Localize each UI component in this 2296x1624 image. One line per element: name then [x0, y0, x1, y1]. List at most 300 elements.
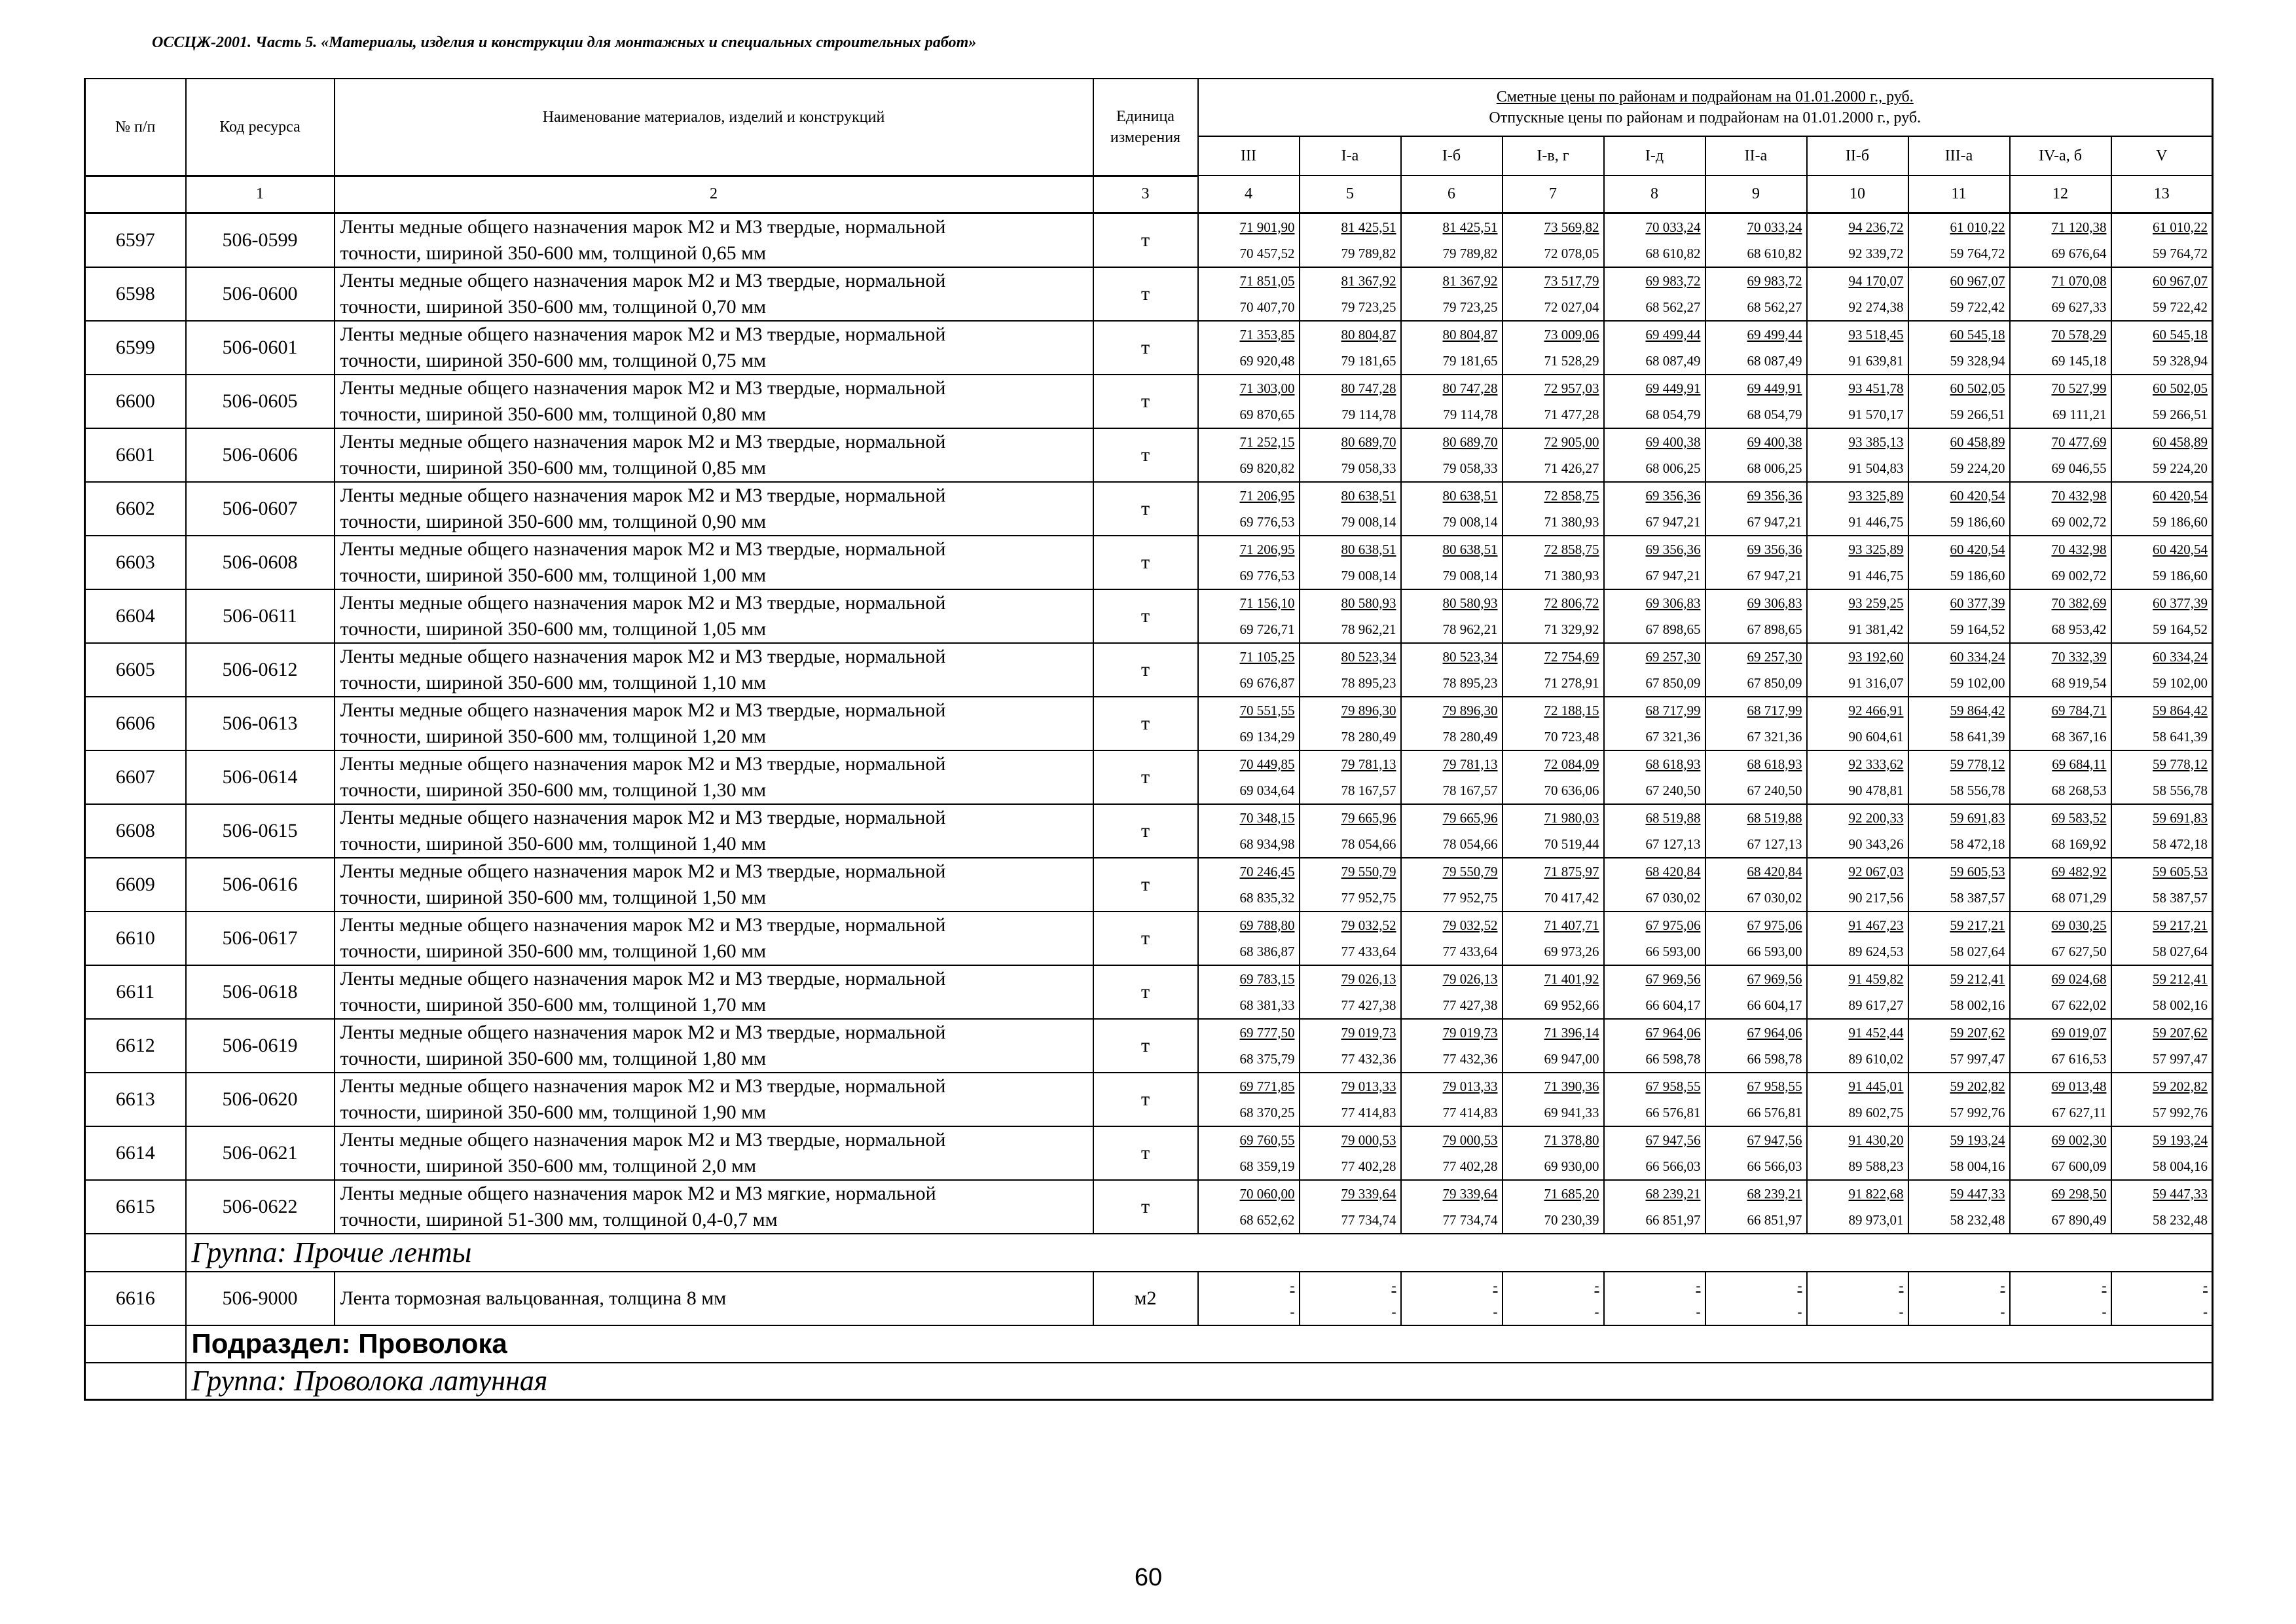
release-price: 69 134,29 [1239, 728, 1295, 745]
release-price: 58 556,78 [2153, 782, 2208, 798]
price-cell [1908, 321, 2010, 375]
release-price: 70 519,44 [1544, 836, 1599, 852]
table-row [85, 912, 2213, 965]
estimate-price: 92 067,03 [1848, 863, 1904, 879]
price-cell [1604, 536, 1705, 589]
release-price: 59 186,60 [1950, 567, 2005, 583]
price-cell [1705, 643, 1807, 697]
estimate-price: 59 202,82 [1950, 1078, 2005, 1094]
estimate-price: 71 206,95 [1239, 541, 1295, 557]
estimate-price: 72 754,69 [1544, 648, 1599, 665]
estimate-price: 69 583,52 [2051, 809, 2107, 826]
estimate-price: 69 298,50 [2051, 1185, 2107, 1202]
price-cell [1300, 267, 1401, 321]
estimate-price: 80 523,34 [1442, 648, 1498, 665]
release-price: 90 478,81 [1848, 782, 1904, 798]
estimate-price: 72 858,75 [1544, 541, 1599, 557]
price-cell [2111, 643, 2213, 697]
release-price: 68 381,33 [1239, 997, 1295, 1013]
estimate-price: 59 605,53 [1950, 863, 2005, 879]
header-region: III-а [1908, 136, 2010, 175]
material-name [335, 1180, 1093, 1234]
release-price: 59 224,20 [1950, 460, 2005, 476]
release-price: 68 006,25 [1645, 460, 1701, 476]
release-price: 58 641,39 [1950, 728, 2005, 745]
estimate-price: 60 334,24 [2153, 648, 2208, 665]
release-price: 71 380,93 [1544, 513, 1599, 530]
release-price: 68 054,79 [1747, 406, 1802, 422]
price-cell [1503, 965, 1604, 1019]
price-cell [2010, 965, 2111, 1019]
release-price: 58 232,48 [1950, 1211, 2005, 1228]
estimate-price: 60 334,24 [1950, 648, 2005, 665]
price-cell [1705, 858, 1807, 912]
estimate-price: 93 518,45 [1848, 326, 1904, 342]
material-name-line1: Ленты медные общего назначения марок М2 и М3 твердые, нормальной [340, 538, 946, 560]
row-id: 6615 [85, 1180, 186, 1234]
header-region: V [2111, 136, 2213, 175]
release-price: 66 851,97 [1747, 1211, 1802, 1228]
price-cell [1807, 1180, 1908, 1234]
table-row [85, 1126, 2213, 1180]
estimate-price: 91 467,23 [1848, 917, 1904, 933]
resource-code: 506-0612 [186, 643, 335, 697]
estimate-price: 91 459,82 [1848, 970, 1904, 987]
header-region: II-б [1807, 136, 1908, 175]
price-cell [1705, 804, 1807, 858]
unit-of-measure: т [1093, 804, 1198, 858]
price-cell [1401, 750, 1503, 804]
estimate-price: 59 193,24 [1950, 1132, 2005, 1148]
price-cell [1198, 804, 1300, 858]
estimate-price: 67 975,06 [1747, 917, 1802, 933]
estimate-price: 70 477,69 [2051, 434, 2107, 450]
price-cell [1908, 589, 2010, 643]
material-name [335, 858, 1093, 912]
price-cell [1401, 804, 1503, 858]
material-name-line1: Ленты медные общего назначения марок М2 и М3 твердые, нормальной [340, 591, 946, 614]
price-cell [2111, 750, 2213, 804]
release-price: 59 266,51 [1950, 406, 2005, 422]
price-cell [1198, 428, 1300, 482]
price-cell [1300, 482, 1401, 536]
release-price: 78 895,23 [1341, 674, 1396, 691]
price-cell [1503, 213, 1604, 267]
resource-code: 506-0615 [186, 804, 335, 858]
release-price: 68 006,25 [1747, 460, 1802, 476]
price-cell [1908, 1019, 2010, 1073]
material-name-line1: Ленты медные общего назначения марок М2 и М3 твердые, нормальной [340, 215, 946, 238]
release-price: 71 426,27 [1544, 460, 1599, 476]
price-cell [2111, 804, 2213, 858]
table-row [85, 697, 2213, 750]
estimate-price: 72 084,09 [1544, 756, 1599, 772]
estimate-price: 68 717,99 [1645, 702, 1701, 718]
release-price: 72 027,04 [1544, 299, 1599, 315]
material-name [335, 536, 1093, 589]
release-price: 67 947,21 [1747, 513, 1802, 530]
release-price: 69 676,64 [2051, 245, 2107, 261]
price-cell [1401, 1180, 1503, 1234]
price-cell [1503, 750, 1604, 804]
release-price: 79 181,65 [1341, 352, 1396, 369]
estimate-price: 60 967,07 [2153, 272, 2208, 289]
estimate-price: 59 193,24 [2153, 1132, 2208, 1148]
price-cell [1705, 1019, 1807, 1073]
material-name-line2: точности, шириной 350-600 мм, толщиной 0,85 мм [340, 456, 767, 479]
estimate-price: 80 747,28 [1442, 380, 1498, 396]
estimate-price: 79 000,53 [1442, 1132, 1498, 1148]
price-cell [1503, 1180, 1604, 1234]
colnum-empty [85, 175, 186, 213]
column-number: 5 [1300, 175, 1401, 213]
estimate-price: 71 105,25 [1239, 648, 1295, 665]
release-price: 67 890,49 [2051, 1211, 2107, 1228]
release-price: 66 566,03 [1645, 1158, 1701, 1174]
estimate-price: 60 420,54 [1950, 541, 2005, 557]
price-cell [2010, 267, 2111, 321]
price-cell [2111, 267, 2213, 321]
column-number: 13 [2111, 175, 2213, 213]
release-price: - [2203, 1303, 2208, 1320]
estimate-price: 80 580,93 [1442, 595, 1498, 611]
price-cell [1807, 213, 1908, 267]
estimate-price: 93 325,89 [1848, 487, 1904, 504]
price-cell [2111, 965, 2213, 1019]
page-number: 60 [1134, 1564, 1163, 1591]
release-price: 92 274,38 [1848, 299, 1904, 315]
release-price: 67 622,02 [2051, 997, 2107, 1013]
price-cell [1401, 375, 1503, 428]
material-name [335, 643, 1093, 697]
release-price: 79 723,25 [1442, 299, 1498, 315]
price-cell [2010, 536, 2111, 589]
material-name-line2: точности, шириной 350-600 мм, толщиной 1,40 мм [340, 832, 767, 855]
release-price: 59 102,00 [2153, 674, 2208, 691]
price-cell [1300, 1126, 1401, 1180]
price-cell [1198, 1126, 1300, 1180]
estimate-price: 69 030,25 [2051, 917, 2107, 933]
estimate-price: 70 432,98 [2051, 541, 2107, 557]
estimate-price: 69 019,07 [2051, 1024, 2107, 1041]
header-code: Код ресурса [186, 79, 335, 175]
release-price: 91 446,75 [1848, 567, 1904, 583]
material-name-line2: точности, шириной 350-600 мм, толщиной 0,70 мм [340, 295, 767, 318]
release-price: 69 973,26 [1544, 943, 1599, 959]
release-price: 67 240,50 [1747, 782, 1802, 798]
release-price: 59 164,52 [1950, 621, 2005, 637]
estimate-price: 68 239,21 [1747, 1185, 1802, 1202]
estimate-price: 69 356,36 [1645, 541, 1701, 557]
unit-of-measure: т [1093, 643, 1198, 697]
material-name-line1: Ленты медные общего назначения марок М2 и М3 твердые, нормальной [340, 377, 946, 399]
price-cell [1908, 375, 2010, 428]
price-cell [2010, 213, 2111, 267]
estimate-price: 91 452,44 [1848, 1024, 1904, 1041]
price-cell [1807, 428, 1908, 482]
estimate-price: 68 519,88 [1747, 809, 1802, 826]
estimate-price: 60 545,18 [2153, 326, 2208, 342]
release-price: 59 328,94 [2153, 352, 2208, 369]
header-region: I-а [1300, 136, 1401, 175]
estimate-price: 91 430,20 [1848, 1132, 1904, 1148]
price-cell [1401, 965, 1503, 1019]
estimate-price: 79 896,30 [1341, 702, 1396, 718]
material-name-line2: точности, шириной 350-600 мм, толщиной 0,65 мм [340, 242, 767, 264]
material-name-line1: Ленты медные общего назначения марок М2 и М3 твердые, нормальной [340, 752, 946, 775]
estimate-price: - [2000, 1277, 2005, 1293]
price-cell [1705, 482, 1807, 536]
price-cell [1604, 858, 1705, 912]
material-name-line1: Ленты медные общего назначения марок М2 и М3 твердые, нормальной [340, 699, 946, 721]
header-name: Наименование материалов, изделий и конструкций [335, 79, 1093, 175]
price-table [84, 78, 2214, 1401]
estimate-price: 59 864,42 [1950, 702, 2005, 718]
estimate-price: 79 000,53 [1341, 1132, 1396, 1148]
estimate-price: - [2102, 1277, 2107, 1293]
row-id: 6610 [85, 912, 186, 965]
price-cell [1705, 965, 1807, 1019]
release-price: 79 058,33 [1341, 460, 1396, 476]
price-cell [1401, 213, 1503, 267]
table-row [85, 482, 2213, 536]
material-name-line1: Ленты медные общего назначения марок М2 и М3 твердые, нормальной [340, 860, 946, 882]
estimate-price: 93 385,13 [1848, 434, 1904, 450]
price-cell [1300, 1272, 1401, 1325]
release-price: 68 610,82 [1645, 245, 1701, 261]
price-cell [1705, 697, 1807, 750]
price-cell [1807, 482, 1908, 536]
resource-code: 506-0607 [186, 482, 335, 536]
table-row [85, 589, 2213, 643]
material-name-line1: Ленты медные общего назначения марок М2 и М3 твердые, нормальной [340, 269, 946, 291]
estimate-price: 80 638,51 [1341, 487, 1396, 504]
estimate-price: 68 618,93 [1747, 756, 1802, 772]
resource-code: 506-0601 [186, 321, 335, 375]
release-price: 79 008,14 [1442, 513, 1498, 530]
group-label-other-tapes: Группа: Прочие ленты [186, 1234, 2213, 1272]
material-name [335, 697, 1093, 750]
release-price: 57 992,76 [1950, 1104, 2005, 1120]
price-cell [1300, 965, 1401, 1019]
estimate-price: 70 551,55 [1239, 702, 1295, 718]
release-price: 69 776,53 [1239, 567, 1295, 583]
unit-of-measure: т [1093, 858, 1198, 912]
release-price: 66 593,00 [1645, 943, 1701, 959]
header-region: III [1198, 136, 1300, 175]
estimate-price: 60 502,05 [1950, 380, 2005, 396]
release-price: 68 169,92 [2051, 836, 2107, 852]
release-price: - [1493, 1303, 1498, 1320]
release-price: 68 386,87 [1239, 943, 1295, 959]
estimate-price: 80 689,70 [1442, 434, 1498, 450]
material-name-line1: Ленты медные общего назначения марок М2 и М3 твердые, нормальной [340, 484, 946, 506]
price-cell [1908, 536, 2010, 589]
estimate-price: 79 550,79 [1442, 863, 1498, 879]
release-price: 58 027,64 [2153, 943, 2208, 959]
price-cell [1705, 213, 1807, 267]
estimate-price: 93 192,60 [1848, 648, 1904, 665]
resource-code: 506-0606 [186, 428, 335, 482]
estimate-price: 60 967,07 [1950, 272, 2005, 289]
estimate-price: 69 356,36 [1747, 487, 1802, 504]
estimate-price: 70 348,15 [1239, 809, 1295, 826]
estimate-price: - [1899, 1277, 1904, 1293]
column-number: 10 [1807, 175, 1908, 213]
price-cell [1401, 643, 1503, 697]
estimate-price: 72 858,75 [1544, 487, 1599, 504]
release-price: 71 380,93 [1544, 567, 1599, 583]
material-name-line2: точности, шириной 350-600 мм, толщиной 1,10 мм [340, 671, 767, 693]
estimate-price: 81 367,92 [1341, 272, 1396, 289]
estimate-price: 79 032,52 [1442, 917, 1498, 933]
release-price: 91 504,83 [1848, 460, 1904, 476]
material-name-line1: Ленты медные общего назначения марок М2 и М3 мягкие, нормальной [340, 1182, 936, 1204]
release-price: 78 962,21 [1442, 621, 1498, 637]
estimate-price: 69 356,36 [1747, 541, 1802, 557]
release-price: 92 339,72 [1848, 245, 1904, 261]
release-price: 70 636,06 [1544, 782, 1599, 798]
price-cell [1300, 1073, 1401, 1126]
release-price: 59 102,00 [1950, 674, 2005, 691]
estimate-price: 69 449,91 [1645, 380, 1701, 396]
release-price: 78 280,49 [1442, 728, 1498, 745]
resource-code: 506-0622 [186, 1180, 335, 1234]
estimate-price: 67 964,06 [1747, 1024, 1802, 1041]
estimate-price: 70 578,29 [2051, 326, 2107, 342]
release-price: 71 278,91 [1544, 674, 1599, 691]
table-row [85, 213, 2213, 267]
estimate-price: - [2203, 1277, 2208, 1293]
release-price: 77 734,74 [1442, 1211, 1498, 1228]
unit-of-measure: т [1093, 697, 1198, 750]
release-price: 57 997,47 [1950, 1050, 2005, 1067]
estimate-price: 69 983,72 [1645, 272, 1701, 289]
release-price: 66 851,97 [1645, 1211, 1701, 1228]
price-cell [2111, 858, 2213, 912]
resource-code: 506-0620 [186, 1073, 335, 1126]
price-cell [1807, 697, 1908, 750]
release-price: 66 598,78 [1645, 1050, 1701, 1067]
price-cell [2010, 912, 2111, 965]
row-id: 6604 [85, 589, 186, 643]
release-price: 58 387,57 [1950, 889, 2005, 906]
estimate-price: 59 691,83 [2153, 809, 2208, 826]
price-cell [1401, 1019, 1503, 1073]
release-price: 68 610,82 [1747, 245, 1802, 261]
unit-of-measure: м2 [1093, 1272, 1198, 1325]
price-cell [1604, 589, 1705, 643]
price-cell [2010, 750, 2111, 804]
row-id: 6612 [85, 1019, 186, 1073]
release-price: 69 820,82 [1239, 460, 1295, 476]
release-price: - [2102, 1303, 2107, 1320]
column-number: 7 [1503, 175, 1604, 213]
price-cell [1908, 1073, 2010, 1126]
release-price: 57 992,76 [2153, 1104, 2208, 1120]
subsection-label: Подраздел: Проволока [186, 1325, 2213, 1363]
estimate-price: 61 010,22 [1950, 219, 2005, 235]
price-cell [2111, 213, 2213, 267]
release-price: - [2000, 1303, 2005, 1320]
release-price: 69 145,18 [2051, 352, 2107, 369]
column-number: 6 [1401, 175, 1503, 213]
price-cell [1807, 267, 1908, 321]
material-name-line1: Ленты медные общего назначения марок М2 и М3 твердые, нормальной [340, 913, 946, 936]
material-name [335, 267, 1093, 321]
estimate-price: 71 401,92 [1544, 970, 1599, 987]
estimate-price: 60 420,54 [2153, 541, 2208, 557]
release-price: 69 952,66 [1544, 997, 1599, 1013]
release-price: 68 919,54 [2051, 674, 2107, 691]
estimate-price: 60 502,05 [2153, 380, 2208, 396]
price-cell [1908, 1180, 2010, 1234]
estimate-price: 79 339,64 [1341, 1185, 1396, 1202]
unit-of-measure: т [1093, 482, 1198, 536]
estimate-price: 59 207,62 [1950, 1024, 2005, 1041]
price-cell [1503, 482, 1604, 536]
release-price: 77 427,38 [1442, 997, 1498, 1013]
price-cell [2010, 1272, 2111, 1325]
header-region: I-в, г [1503, 136, 1604, 175]
estimate-price: 69 777,50 [1239, 1024, 1295, 1041]
subsection-empty-cell [85, 1325, 186, 1363]
price-cell [1705, 536, 1807, 589]
price-cell [1705, 1180, 1807, 1234]
price-cell [1300, 858, 1401, 912]
price-cell [2010, 1126, 2111, 1180]
release-price: 79 114,78 [1443, 406, 1498, 422]
price-cell [1807, 1019, 1908, 1073]
unit-of-measure: т [1093, 321, 1198, 375]
estimate-price: 71 407,71 [1544, 917, 1599, 933]
unit-of-measure: т [1093, 536, 1198, 589]
release-price: 77 402,28 [1341, 1158, 1396, 1174]
estimate-price: 61 010,22 [2153, 219, 2208, 235]
release-price: 58 472,18 [2153, 836, 2208, 852]
material-name-line1: Ленты медные общего назначения марок М2 и М3 твердые, нормальной [340, 323, 946, 345]
price-cell [1503, 697, 1604, 750]
release-price: 69 002,72 [2051, 567, 2107, 583]
estimate-price: 67 975,06 [1645, 917, 1701, 933]
price-cell [2010, 589, 2111, 643]
price-cell [2010, 1019, 2111, 1073]
estimate-price: 59 212,41 [1950, 970, 2005, 987]
table-row [85, 267, 2213, 321]
price-cell [1198, 750, 1300, 804]
release-price: 68 268,53 [2051, 782, 2107, 798]
material-name-line2: точности, шириной 350-600 мм, толщиной 1,05 мм [340, 618, 767, 640]
release-price: 69 627,33 [2051, 299, 2107, 315]
price-cell [1198, 965, 1300, 1019]
estimate-price: 79 550,79 [1341, 863, 1396, 879]
price-cell [1503, 912, 1604, 965]
release-price: 68 835,32 [1239, 889, 1295, 906]
estimate-price: 59 447,33 [2153, 1185, 2208, 1202]
estimate-price: 73 569,82 [1544, 219, 1599, 235]
price-cell [1198, 1073, 1300, 1126]
release-price: 59 224,20 [2153, 460, 2208, 476]
material-name-line1: Ленты медные общего назначения марок М2 и М3 твердые, нормальной [340, 1128, 946, 1151]
estimate-price: 69 482,92 [2051, 863, 2107, 879]
unit-of-measure: т [1093, 589, 1198, 643]
price-cell [2010, 428, 2111, 482]
release-price: 58 472,18 [1950, 836, 2005, 852]
estimate-price: 59 217,21 [1950, 917, 2005, 933]
release-price: 77 952,75 [1442, 889, 1498, 906]
price-cell [1401, 482, 1503, 536]
estimate-price: 72 905,00 [1544, 434, 1599, 450]
